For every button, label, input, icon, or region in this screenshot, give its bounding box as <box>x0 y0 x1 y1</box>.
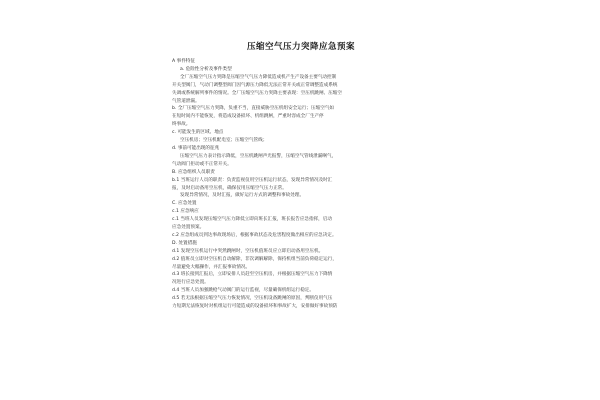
text-line: 开关型阀门，气动门调整型阀门因气源压力降低无法正常开关或正常调整造成系统 <box>172 82 338 88</box>
section-heading: c. 可能发生的区域、地点 <box>172 130 224 136</box>
text-line: b. 全厂压缩空气压力突降，负重不当，直接威胁空压机组安全运行；压缩空气如 <box>172 106 335 112</box>
text-line: 失调或系统解列事件的情况。全厂压缩空气压力突降主要表现：空压机跳闸、压缩空 <box>172 90 342 96</box>
text-line: 尽量避免大幅操作，并汇报事故情况。 <box>172 264 251 270</box>
section-heading: C. 应急处置 <box>172 201 197 207</box>
text-line: 报，及时启动备用空压机，确保仪用压缩空气压力正常。 <box>172 185 287 191</box>
text-line: d.1 发现空压机运行中突然跳闸时，空压机值班员应立即启动备用空压机。 <box>172 248 324 254</box>
text-line: 终事故。 <box>172 122 191 128</box>
text-line: 应急处置预案。 <box>172 225 205 231</box>
text-line: 况进行应急处置。 <box>172 280 209 286</box>
text-line: 气动阀门拒动或不正常开关。 <box>172 161 232 167</box>
section-heading: a. 危险性分析及事件类型 <box>180 66 232 72</box>
text-line: c.1 当班人员发现压缩空气压力降低立即向班长汇报，班长报告应急指挥，启动 <box>172 217 332 223</box>
text-line: d.4 当班人员加强跳枪气动阀门的运行监视，尽量确保机组运行稳定。 <box>172 288 314 294</box>
text-line: d.3 班长接到汇报后，立即安排人员赶至空压机房，并根据压缩空气压力下降情 <box>172 272 333 278</box>
text-line: 压缩空气压力表计指示降低，空压机跳闸声光报警，压缩空气管线泄漏啊气， <box>180 153 337 159</box>
text-line: 在短时间内不能恢复，将造成设备损坏、机组跳闸，严重时容成全厂生产停 <box>172 114 324 120</box>
text-line: d.2 值班员立即对空压机自动解除，非次调解解除，保持机组当前负荷稳定运行， <box>172 256 337 262</box>
text-line: 发现异常情况，及时汇报，做好运行方式的调整和事故处理。 <box>180 193 305 199</box>
document-body <box>172 40 430 311</box>
text-line: 空压机房；空压机配电室；压缩空气管线； <box>180 138 268 144</box>
text-line: d.5 若无法根据压缩空气压力恢复情况，空压机设备跳闸的原因，判断仪用气压 <box>172 296 333 302</box>
section-heading: d. 事前可能出现的征兆 <box>172 145 220 151</box>
section-heading: D. 处置措施 <box>172 240 197 246</box>
section-heading: A 事件特征 <box>172 59 195 64</box>
text-line: 力短期无法恢复时对机组运行可能造成的设备损坏和事故扩大，安排做好事故预防 <box>172 304 338 310</box>
section-heading: B. 应急组织人员职责 <box>172 169 215 175</box>
text-line: b.1 当班运行人员的职责：负责监视仪用空压机运行状态，发现异常情况及时汇 <box>172 177 333 183</box>
text-line: 气管道泄漏。 <box>172 98 200 104</box>
text-line: c.1 应急响应 <box>172 209 199 215</box>
text-line: c.2 应急组成员到达事故现场后，根据事故状态及危害程度做出相应的应急决定。 <box>172 232 337 238</box>
document-text <box>172 58 430 311</box>
text-line: 全厂压缩空气压力突降是压缩空气气压力降低造成机产生产设备主要气动控制 <box>180 74 337 80</box>
document-title: 压缩空气压力突降应急预案 <box>246 42 355 52</box>
